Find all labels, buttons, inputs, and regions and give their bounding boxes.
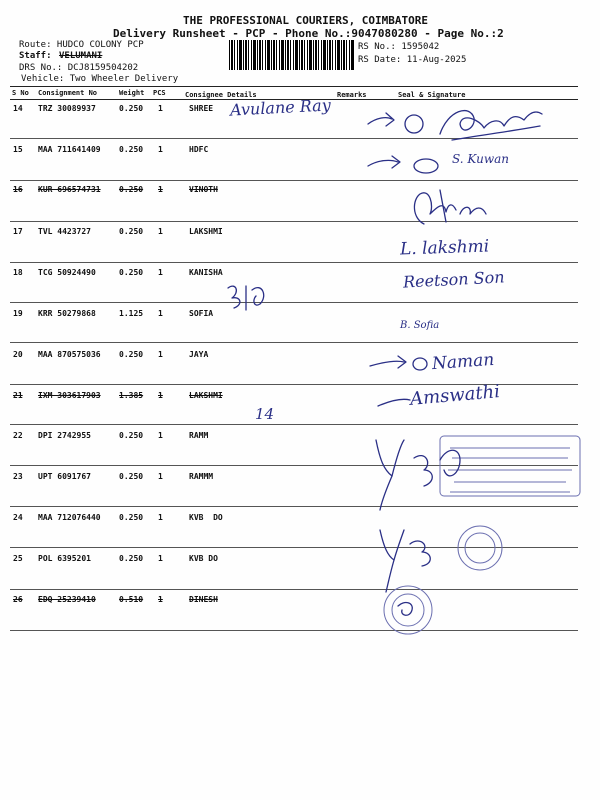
row-consignee: VINOTH: [189, 185, 218, 194]
company-seal-stamp-icon: [440, 436, 580, 496]
col-pcs: PCS: [153, 89, 166, 97]
col-weight: Weight: [119, 89, 145, 97]
rs-date: RS Date: 11-Aug-2025: [358, 55, 467, 65]
vehicle-text: Vehicle: Two Wheeler Delivery: [21, 74, 179, 84]
row-consignee: DINESH: [189, 595, 218, 604]
row-weight: 0.250: [119, 431, 144, 440]
row-pcs: 1: [158, 104, 163, 113]
row-weight: 0.250: [119, 227, 144, 236]
signature-row-15-icon: [368, 156, 438, 173]
row-pcs: 1: [158, 227, 163, 236]
row-sno: 20: [13, 350, 23, 359]
row-pcs: 1: [158, 513, 163, 522]
row-consignment: TCG 50924490: [38, 268, 96, 277]
handwritten-mark-row-18-icon: [228, 286, 264, 310]
row-pcs: 1: [158, 185, 163, 194]
row-weight: 0.250: [119, 268, 144, 277]
row-weight: 0.510: [119, 595, 144, 604]
row-weight: 0.250: [119, 145, 144, 154]
row-consignee: RAMM: [189, 431, 209, 440]
row-consignee: JAYA: [189, 350, 209, 359]
row-consignee: SOFIA: [189, 309, 214, 318]
row-sno: 24: [13, 513, 23, 522]
row-sno: 18: [13, 268, 23, 277]
row-pcs: 1: [158, 595, 163, 604]
row-weight: 1.125: [119, 309, 144, 318]
row-pcs: 1: [158, 309, 163, 318]
row-weight: 0.250: [119, 513, 144, 522]
signature-row-20-icon: [370, 356, 427, 370]
row-consignment: MAA 870575036: [38, 350, 101, 359]
row-sno: 23: [13, 472, 23, 481]
signature-row-15: S. Kuwan: [452, 152, 510, 166]
row-consignment: IXM 303617903: [38, 391, 101, 400]
row-pcs: 1: [158, 391, 163, 400]
row-weight: 0.250: [119, 185, 144, 194]
signature-row-14-icon: [368, 111, 542, 140]
row-pcs: 1: [158, 431, 163, 440]
row-consignee: LAKSHMI: [189, 227, 223, 236]
route-text: Route: HUDCO COLONY PCP: [19, 40, 144, 50]
signature-row-21: Amswathi: [409, 381, 501, 410]
row-consignment: MAA 711641409: [38, 145, 101, 154]
row-consignee: KVB DO: [189, 513, 223, 522]
row-consignment: KRR 50279868: [38, 309, 96, 318]
col-remarks: Remarks: [337, 91, 367, 99]
signature-row-21-icon: [378, 399, 410, 406]
row-pcs: 1: [158, 472, 163, 481]
signature-row-19: B. Sofia: [400, 320, 440, 331]
row-sno: 17: [13, 227, 23, 236]
signature-row-16-icon: [414, 190, 486, 224]
col-seal-signature: Seal & Signature: [398, 91, 466, 99]
row-pcs: 1: [158, 145, 163, 154]
row-weight: 0.250: [119, 104, 144, 113]
row-sno: 14: [13, 104, 23, 113]
row-sno: 19: [13, 309, 23, 318]
row-consignment: KUR 696574731: [38, 185, 101, 194]
row-consignment: POL 6395201: [38, 554, 91, 563]
row-weight: 0.250: [119, 472, 144, 481]
round-stamp-row-26-icon: [384, 586, 432, 634]
row-sno: 22: [13, 431, 23, 440]
row-consignee: SHREE: [189, 104, 214, 113]
signature-row-18: Reetson Son: [402, 267, 505, 292]
rs-number: RS No.: 1595042: [358, 42, 440, 52]
row-weight: 1.385: [119, 391, 144, 400]
row-sno: 26: [13, 595, 23, 604]
col-consignment: Consignment No: [38, 89, 98, 97]
handwritten-consignee-14: Avulane Ray: [229, 95, 332, 120]
runsheet-subtitle: Delivery Runsheet - PCP - Phone No.:9047080280 - Page No.:2: [113, 27, 504, 40]
row-sno: 25: [13, 554, 23, 563]
row-consignment: TRZ 30089937: [38, 104, 96, 113]
col-sno: S No: [12, 89, 29, 97]
row-pcs: 1: [158, 350, 163, 359]
staff-label: Staff:: [19, 51, 52, 61]
row-consignment: TVL 4423727: [38, 227, 91, 236]
row-weight: 0.250: [119, 554, 144, 563]
handwritten-note-21: 14: [255, 405, 275, 423]
row-consignee: KANISHA: [189, 268, 223, 277]
round-stamp-row-25-icon: [458, 526, 502, 570]
row-sno: 21: [13, 391, 23, 400]
row-consignee: RAMMM: [189, 472, 214, 481]
row-weight: 0.250: [119, 350, 144, 359]
signature-row-17: L. lakshmi: [399, 236, 490, 260]
row-consignment: UPT 6091767: [38, 472, 91, 481]
row-pcs: 1: [158, 554, 163, 563]
signature-rows-22-25-icon: [376, 440, 460, 592]
runsheet-title: THE PROFESSIONAL COURIERS, COIMBATORE: [183, 14, 429, 27]
row-consignment: DPI 2742955: [38, 431, 91, 440]
drs-number: DRS No.: DCJ8159504202: [19, 63, 139, 73]
staff-value: VELUMANI: [59, 51, 103, 61]
signature-row-20: Naman: [431, 349, 495, 375]
row-pcs: 1: [158, 268, 163, 277]
row-consignee: KVB DO: [189, 554, 218, 563]
row-consignee: HDFC: [189, 145, 209, 154]
row-consignment: MAA 712076440: [38, 513, 101, 522]
row-sno: 16: [13, 185, 23, 194]
row-consignee: LAKSHMI: [189, 391, 223, 400]
row-consignment: EDQ 25239410: [38, 595, 96, 604]
col-consignee: Consignee Details: [185, 91, 257, 99]
row-sno: 15: [13, 145, 23, 154]
